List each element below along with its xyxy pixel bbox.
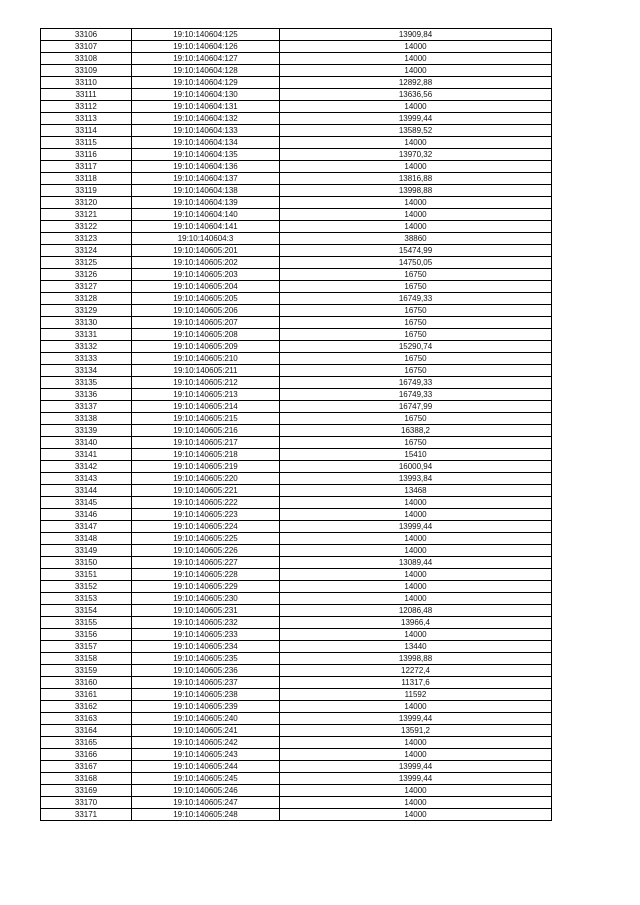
- cadastral-number-cell: 19:10:140604:138: [132, 185, 280, 197]
- cadastral-number-cell: 19:10:140604:130: [132, 89, 280, 101]
- row-number-cell: 33109: [41, 65, 132, 77]
- row-number-cell: 33141: [41, 449, 132, 461]
- row-number-cell: 33167: [41, 761, 132, 773]
- table-row: [41, 569, 552, 581]
- cadastral-number-cell: 19:10:140605:212: [132, 377, 280, 389]
- value-cell: 15290,74: [280, 341, 552, 353]
- cadastral-number-cell: 19:10:140605:201: [132, 245, 280, 257]
- cadastral-number-cell: 19:10:140605:219: [132, 461, 280, 473]
- table-row: [41, 401, 552, 413]
- row-number-cell: 33157: [41, 641, 132, 653]
- cadastral-number-cell: 19:10:140605:246: [132, 785, 280, 797]
- table-row: [41, 269, 552, 281]
- value-cell: 13970,32: [280, 149, 552, 161]
- table-row: [41, 233, 552, 245]
- value-cell: 14000: [280, 593, 552, 605]
- value-cell: 13816,88: [280, 173, 552, 185]
- table-row: [41, 713, 552, 725]
- value-cell: 14000: [280, 137, 552, 149]
- table-row: [41, 389, 552, 401]
- value-cell: 16750: [280, 317, 552, 329]
- table-row: [41, 617, 552, 629]
- cadastral-number-cell: 19:10:140604:133: [132, 125, 280, 137]
- cadastral-number-cell: 19:10:140605:228: [132, 569, 280, 581]
- row-number-cell: 33125: [41, 257, 132, 269]
- row-number-cell: 33135: [41, 377, 132, 389]
- value-cell: 13999,44: [280, 113, 552, 125]
- cadastral-number-cell: 19:10:140605:229: [132, 581, 280, 593]
- row-number-cell: 33163: [41, 713, 132, 725]
- cadastral-number-cell: 19:10:140605:238: [132, 689, 280, 701]
- cadastral-number-cell: 19:10:140605:205: [132, 293, 280, 305]
- row-number-cell: 33138: [41, 413, 132, 425]
- value-cell: 14000: [280, 65, 552, 77]
- value-cell: 14000: [280, 497, 552, 509]
- cadastral-number-cell: 19:10:140605:226: [132, 545, 280, 557]
- row-number-cell: 33153: [41, 593, 132, 605]
- table-row: [41, 557, 552, 569]
- row-number-cell: 33129: [41, 305, 132, 317]
- value-cell: 38860: [280, 233, 552, 245]
- value-cell: 14000: [280, 53, 552, 65]
- table-row: [41, 305, 552, 317]
- value-cell: 13998,88: [280, 185, 552, 197]
- table-row: [41, 293, 552, 305]
- value-cell: 14000: [280, 749, 552, 761]
- value-cell: 14000: [280, 809, 552, 821]
- row-number-cell: 33131: [41, 329, 132, 341]
- value-cell: 12892,88: [280, 77, 552, 89]
- cadastral-number-cell: 19:10:140604:129: [132, 77, 280, 89]
- row-number-cell: 33114: [41, 125, 132, 137]
- row-number-cell: 33154: [41, 605, 132, 617]
- value-cell: 13440: [280, 641, 552, 653]
- table-row: [41, 629, 552, 641]
- value-cell: 13909,84: [280, 29, 552, 41]
- cadastral-number-cell: 19:10:140605:211: [132, 365, 280, 377]
- table-row: [41, 605, 552, 617]
- value-cell: 15474,99: [280, 245, 552, 257]
- row-number-cell: 33151: [41, 569, 132, 581]
- cadastral-number-cell: 19:10:140604:126: [132, 41, 280, 53]
- row-number-cell: 33123: [41, 233, 132, 245]
- table-row: [41, 113, 552, 125]
- table-row: [41, 749, 552, 761]
- table-row: [41, 593, 552, 605]
- table-row: [41, 725, 552, 737]
- cadastral-number-cell: 19:10:140604:131: [132, 101, 280, 113]
- row-number-cell: 33127: [41, 281, 132, 293]
- row-number-cell: 33171: [41, 809, 132, 821]
- row-number-cell: 33108: [41, 53, 132, 65]
- value-cell: 16388,2: [280, 425, 552, 437]
- value-cell: 13636,56: [280, 89, 552, 101]
- row-number-cell: 33117: [41, 161, 132, 173]
- row-number-cell: 33120: [41, 197, 132, 209]
- row-number-cell: 33142: [41, 461, 132, 473]
- table-row: [41, 65, 552, 77]
- cadastral-number-cell: 19:10:140605:230: [132, 593, 280, 605]
- row-number-cell: 33162: [41, 701, 132, 713]
- table-row: [41, 497, 552, 509]
- value-cell: 13999,44: [280, 773, 552, 785]
- cadastral-number-cell: 19:10:140604:137: [132, 173, 280, 185]
- cadastral-number-cell: 19:10:140604:128: [132, 65, 280, 77]
- row-number-cell: 33130: [41, 317, 132, 329]
- row-number-cell: 33150: [41, 557, 132, 569]
- table-row: [41, 461, 552, 473]
- cadastral-number-cell: 19:10:140605:242: [132, 737, 280, 749]
- table-row: [41, 185, 552, 197]
- value-cell: 14000: [280, 545, 552, 557]
- cadastral-number-cell: 19:10:140605:243: [132, 749, 280, 761]
- table-row: [41, 149, 552, 161]
- row-number-cell: 33165: [41, 737, 132, 749]
- cadastral-number-cell: 19:10:140605:203: [132, 269, 280, 281]
- row-number-cell: 33113: [41, 113, 132, 125]
- data-table: [40, 28, 552, 821]
- cadastral-number-cell: 19:10:140605:214: [132, 401, 280, 413]
- table-row: [41, 137, 552, 149]
- value-cell: 14000: [280, 101, 552, 113]
- value-cell: 15410: [280, 449, 552, 461]
- table-row: [41, 89, 552, 101]
- cadastral-number-cell: 19:10:140604:134: [132, 137, 280, 149]
- value-cell: 16750: [280, 305, 552, 317]
- row-number-cell: 33134: [41, 365, 132, 377]
- table-row: [41, 413, 552, 425]
- value-cell: 14000: [280, 785, 552, 797]
- value-cell: 14000: [280, 569, 552, 581]
- value-cell: 14000: [280, 197, 552, 209]
- value-cell: 13089,44: [280, 557, 552, 569]
- row-number-cell: 33137: [41, 401, 132, 413]
- cadastral-number-cell: 19:10:140605:223: [132, 509, 280, 521]
- cadastral-number-cell: 19:10:140605:234: [132, 641, 280, 653]
- cadastral-number-cell: 19:10:140605:237: [132, 677, 280, 689]
- cadastral-number-cell: 19:10:140605:240: [132, 713, 280, 725]
- table-row: [41, 773, 552, 785]
- value-cell: 14000: [280, 221, 552, 233]
- value-cell: 13999,44: [280, 761, 552, 773]
- table-row: [41, 437, 552, 449]
- value-cell: 16750: [280, 413, 552, 425]
- table-row: [41, 797, 552, 809]
- value-cell: 16750: [280, 437, 552, 449]
- cadastral-number-cell: 19:10:140604:140: [132, 209, 280, 221]
- value-cell: 16000,94: [280, 461, 552, 473]
- value-cell: 16749,33: [280, 377, 552, 389]
- row-number-cell: 33145: [41, 497, 132, 509]
- table-row: [41, 533, 552, 545]
- row-number-cell: 33170: [41, 797, 132, 809]
- row-number-cell: 33144: [41, 485, 132, 497]
- value-cell: 11317,6: [280, 677, 552, 689]
- cadastral-number-cell: 19:10:140604:125: [132, 29, 280, 41]
- cadastral-number-cell: 19:10:140605:202: [132, 257, 280, 269]
- cadastral-number-cell: 19:10:140605:248: [132, 809, 280, 821]
- row-number-cell: 33112: [41, 101, 132, 113]
- cadastral-number-cell: 19:10:140605:245: [132, 773, 280, 785]
- row-number-cell: 33116: [41, 149, 132, 161]
- value-cell: 14000: [280, 629, 552, 641]
- table-row: [41, 317, 552, 329]
- row-number-cell: 33161: [41, 689, 132, 701]
- value-cell: 14000: [280, 41, 552, 53]
- cadastral-number-cell: 19:10:140605:224: [132, 521, 280, 533]
- table-row: [41, 257, 552, 269]
- cadastral-number-cell: 19:10:140605:241: [132, 725, 280, 737]
- value-cell: 14000: [280, 209, 552, 221]
- value-cell: 13589,52: [280, 125, 552, 137]
- row-number-cell: 33155: [41, 617, 132, 629]
- table-row: [41, 29, 552, 41]
- cadastral-number-cell: 19:10:140604:135: [132, 149, 280, 161]
- table-row: [41, 653, 552, 665]
- cadastral-number-cell: 19:10:140604:139: [132, 197, 280, 209]
- value-cell: 16749,33: [280, 293, 552, 305]
- row-number-cell: 33122: [41, 221, 132, 233]
- row-number-cell: 33169: [41, 785, 132, 797]
- table-row: [41, 701, 552, 713]
- row-number-cell: 33147: [41, 521, 132, 533]
- cadastral-number-cell: 19:10:140605:207: [132, 317, 280, 329]
- value-cell: 13998,88: [280, 653, 552, 665]
- table-row: [41, 197, 552, 209]
- table-row: [41, 221, 552, 233]
- value-cell: 13999,44: [280, 713, 552, 725]
- cadastral-number-cell: 19:10:140605:213: [132, 389, 280, 401]
- table-row: [41, 53, 552, 65]
- table-body: [41, 29, 552, 821]
- cadastral-number-cell: 19:10:140605:236: [132, 665, 280, 677]
- table-row: [41, 77, 552, 89]
- row-number-cell: 33149: [41, 545, 132, 557]
- cadastral-number-cell: 19:10:140605:221: [132, 485, 280, 497]
- row-number-cell: 33111: [41, 89, 132, 101]
- value-cell: 16750: [280, 353, 552, 365]
- value-cell: 14000: [280, 533, 552, 545]
- row-number-cell: 33132: [41, 341, 132, 353]
- table-row: [41, 665, 552, 677]
- value-cell: 16750: [280, 281, 552, 293]
- cadastral-number-cell: 19:10:140605:215: [132, 413, 280, 425]
- table-row: [41, 41, 552, 53]
- cadastral-number-cell: 19:10:140605:216: [132, 425, 280, 437]
- row-number-cell: 33119: [41, 185, 132, 197]
- cadastral-number-cell: 19:10:140605:208: [132, 329, 280, 341]
- cadastral-number-cell: 19:10:140605:210: [132, 353, 280, 365]
- value-cell: 16750: [280, 269, 552, 281]
- table-row: [41, 485, 552, 497]
- table-row: [41, 761, 552, 773]
- row-number-cell: 33115: [41, 137, 132, 149]
- value-cell: 13993,84: [280, 473, 552, 485]
- cadastral-number-cell: 19:10:140605:209: [132, 341, 280, 353]
- row-number-cell: 33121: [41, 209, 132, 221]
- row-number-cell: 33126: [41, 269, 132, 281]
- table-row: [41, 809, 552, 821]
- cadastral-number-cell: 19:10:140605:220: [132, 473, 280, 485]
- value-cell: 14000: [280, 701, 552, 713]
- row-number-cell: 33118: [41, 173, 132, 185]
- table-row: [41, 341, 552, 353]
- row-number-cell: 33128: [41, 293, 132, 305]
- table-row: [41, 509, 552, 521]
- value-cell: 13468: [280, 485, 552, 497]
- cadastral-number-cell: 19:10:140605:227: [132, 557, 280, 569]
- value-cell: 14000: [280, 797, 552, 809]
- row-number-cell: 33136: [41, 389, 132, 401]
- table-row: [41, 689, 552, 701]
- table-row: [41, 329, 552, 341]
- table-row: [41, 173, 552, 185]
- value-cell: 11592: [280, 689, 552, 701]
- cadastral-number-cell: 19:10:140604:132: [132, 113, 280, 125]
- table-row: [41, 473, 552, 485]
- cadastral-number-cell: 19:10:140605:232: [132, 617, 280, 629]
- row-number-cell: 33159: [41, 665, 132, 677]
- cadastral-number-cell: 19:10:140605:235: [132, 653, 280, 665]
- table-row: [41, 125, 552, 137]
- row-number-cell: 33166: [41, 749, 132, 761]
- cadastral-number-cell: 19:10:140604:127: [132, 53, 280, 65]
- row-number-cell: 33168: [41, 773, 132, 785]
- row-number-cell: 33164: [41, 725, 132, 737]
- table-row: [41, 581, 552, 593]
- row-number-cell: 33146: [41, 509, 132, 521]
- cadastral-number-cell: 19:10:140605:204: [132, 281, 280, 293]
- row-number-cell: 33143: [41, 473, 132, 485]
- table-row: [41, 245, 552, 257]
- row-number-cell: 33148: [41, 533, 132, 545]
- table-row: [41, 377, 552, 389]
- table-row: [41, 449, 552, 461]
- value-cell: 14750,05: [280, 257, 552, 269]
- cadastral-number-cell: 19:10:140605:217: [132, 437, 280, 449]
- table-row: [41, 209, 552, 221]
- row-number-cell: 33110: [41, 77, 132, 89]
- row-number-cell: 33133: [41, 353, 132, 365]
- cadastral-number-cell: 19:10:140604:136: [132, 161, 280, 173]
- row-number-cell: 33107: [41, 41, 132, 53]
- value-cell: 12272,4: [280, 665, 552, 677]
- value-cell: 16749,33: [280, 389, 552, 401]
- value-cell: 14000: [280, 581, 552, 593]
- cadastral-number-cell: 19:10:140605:218: [132, 449, 280, 461]
- table-row: [41, 425, 552, 437]
- cadastral-number-cell: 19:10:140605:244: [132, 761, 280, 773]
- row-number-cell: 33156: [41, 629, 132, 641]
- table-row: [41, 785, 552, 797]
- value-cell: 13591,2: [280, 725, 552, 737]
- table-row: [41, 677, 552, 689]
- cadastral-number-cell: 19:10:140605:233: [132, 629, 280, 641]
- table-row: [41, 365, 552, 377]
- value-cell: 14000: [280, 161, 552, 173]
- cadastral-number-cell: 19:10:140605:239: [132, 701, 280, 713]
- row-number-cell: 33124: [41, 245, 132, 257]
- table-row: [41, 281, 552, 293]
- row-number-cell: 33106: [41, 29, 132, 41]
- value-cell: 16750: [280, 329, 552, 341]
- cadastral-number-cell: 19:10:140604:3: [132, 233, 280, 245]
- cadastral-number-cell: 19:10:140604:141: [132, 221, 280, 233]
- row-number-cell: 33160: [41, 677, 132, 689]
- table-row: [41, 545, 552, 557]
- value-cell: 14000: [280, 509, 552, 521]
- cadastral-number-cell: 19:10:140605:225: [132, 533, 280, 545]
- table-row: [41, 521, 552, 533]
- table-row: [41, 101, 552, 113]
- table-row: [41, 737, 552, 749]
- table-row: [41, 161, 552, 173]
- cadastral-number-cell: 19:10:140605:231: [132, 605, 280, 617]
- row-number-cell: 33158: [41, 653, 132, 665]
- cadastral-number-cell: 19:10:140605:247: [132, 797, 280, 809]
- cadastral-number-cell: 19:10:140605:206: [132, 305, 280, 317]
- value-cell: 13966,4: [280, 617, 552, 629]
- value-cell: 12086,48: [280, 605, 552, 617]
- table-row: [41, 353, 552, 365]
- row-number-cell: 33140: [41, 437, 132, 449]
- value-cell: 16747,99: [280, 401, 552, 413]
- table-row: [41, 641, 552, 653]
- value-cell: 14000: [280, 737, 552, 749]
- value-cell: 16750: [280, 365, 552, 377]
- row-number-cell: 33139: [41, 425, 132, 437]
- value-cell: 13999,44: [280, 521, 552, 533]
- row-number-cell: 33152: [41, 581, 132, 593]
- cadastral-number-cell: 19:10:140605:222: [132, 497, 280, 509]
